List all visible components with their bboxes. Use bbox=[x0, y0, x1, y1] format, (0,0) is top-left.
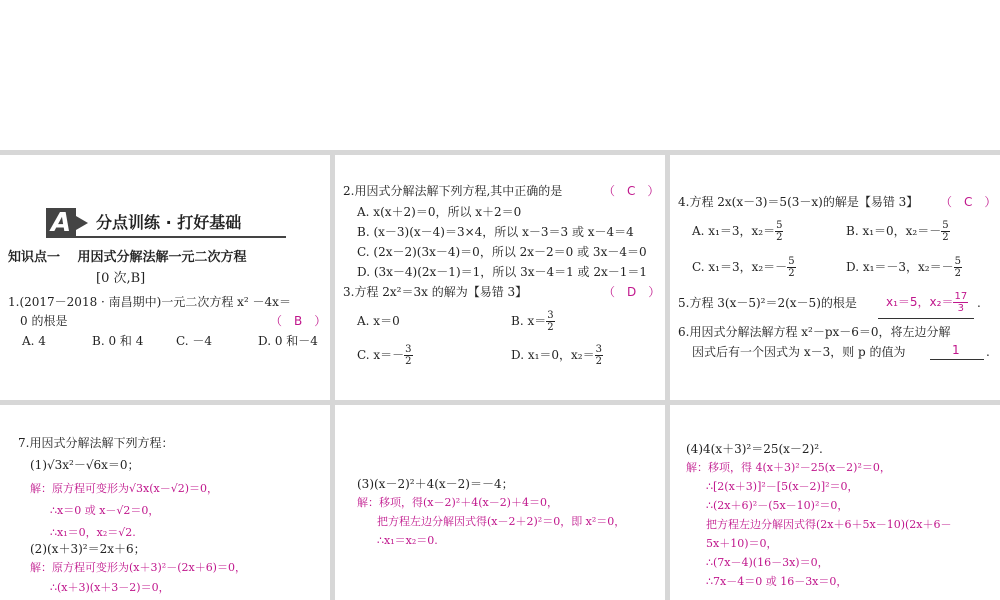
section-arrow-icon bbox=[76, 216, 88, 230]
q6-period: . bbox=[986, 345, 990, 359]
q3-stem: 3.方程 2x²＝3x 的解为【易错 3】 bbox=[343, 285, 528, 299]
q2-option-b: B. (x－3)(x－4)＝3×4，所以 x－3＝3 或 x－4＝4 bbox=[357, 225, 634, 239]
q3-option-c bbox=[357, 341, 413, 369]
q7-part3-step1: 解：移项，得(x－2)²＋4(x－2)＋4＝0， bbox=[357, 496, 558, 509]
q5-answer bbox=[886, 288, 968, 316]
q7-part1: (1)√3x²－√6x＝0； bbox=[30, 458, 140, 472]
q3-option-b-text: B. x＝ bbox=[511, 314, 547, 328]
q7-part2-step1: 解：原方程可变形为(x＋3)²－(2x＋6)＝0， bbox=[30, 561, 246, 574]
q1-answer: （ B ） bbox=[270, 314, 327, 328]
q4-stem: 4.方程 2x(x－3)＝5(3－x)的解是【易错 3】 bbox=[678, 195, 919, 209]
q2-option-c: C. (2x－2)(3x－4)＝0，所以 2x－2＝0 或 3x－4＝0 bbox=[357, 245, 647, 259]
q3-option-b-fraction bbox=[546, 310, 554, 333]
q7-part3-step3: ∴x₁＝x₂＝0. bbox=[377, 534, 438, 547]
q4-option-a-fraction bbox=[775, 220, 783, 243]
fraction-numerator: 17 bbox=[954, 291, 968, 302]
q6-stem-line2: 因式后有一个因式为 x－3，则 p 的值为 bbox=[692, 345, 906, 359]
q4-option-d bbox=[846, 253, 962, 281]
q6-stem-line1: 6.用因式分解法解方程 x²－px－6＝0，将左边分解 bbox=[678, 325, 951, 339]
fraction-denominator: 2 bbox=[547, 322, 554, 333]
q1-option-b: B. 0 和 4 bbox=[92, 334, 144, 348]
panel-q4-q6 bbox=[670, 155, 1000, 400]
q7-part4: (4)4(x＋3)²＝25(x－2)². bbox=[686, 442, 823, 456]
q5-answer-text: x₁＝5，x₂＝ bbox=[886, 295, 954, 309]
q4-answer: （ C ） bbox=[940, 195, 997, 209]
q7-part4-step7: ∴7x－4＝0 或 16－3x＝0， bbox=[706, 575, 848, 588]
fraction-denominator: 2 bbox=[788, 268, 795, 279]
q3-option-c-fraction bbox=[404, 344, 412, 367]
q4-option-c bbox=[692, 253, 796, 281]
q3-option-d bbox=[511, 341, 603, 369]
q7-part3-step2: 把方程左边分解因式得(x－2＋2)²＝0，即 x²＝0， bbox=[377, 515, 626, 528]
q7-part1-step1: 解：原方程可变形为√3x(x－√2)＝0， bbox=[30, 482, 219, 495]
q2-answer: （ C ） bbox=[603, 184, 660, 198]
q7-part1-step2: ∴x＝0 或 x－√2＝0， bbox=[50, 504, 160, 517]
q4-option-b bbox=[846, 217, 950, 245]
q7-part4-step2: ∴[2(x＋3)]²－[5(x－2)]²＝0， bbox=[706, 480, 859, 493]
q4-option-d-text: D. x₁＝－3，x₂＝－ bbox=[846, 260, 954, 274]
fraction-numerator: 5 bbox=[954, 256, 961, 267]
q4-option-c-fraction bbox=[787, 256, 795, 279]
q1-option-d: D. 0 和－4 bbox=[258, 334, 318, 348]
q7-part4-step6: ∴(7x－4)(16－3x)＝0， bbox=[706, 556, 829, 569]
top-blank-area bbox=[0, 0, 1000, 150]
fraction-numerator: 3 bbox=[405, 344, 412, 355]
q3-option-a: A. x＝0 bbox=[357, 314, 400, 328]
q4-option-a-text: A. x₁＝3，x₂＝ bbox=[692, 224, 776, 238]
q5-answer-blank bbox=[878, 318, 974, 319]
fraction-denominator: 3 bbox=[957, 303, 965, 314]
section-header bbox=[46, 208, 286, 238]
panel-q1 bbox=[0, 155, 330, 400]
q7-part4-step5: 5x＋10)＝0， bbox=[706, 537, 778, 550]
panel-q7-part1-2 bbox=[0, 405, 330, 600]
fraction-numerator: 5 bbox=[788, 256, 795, 267]
panel-q7-part3 bbox=[335, 405, 665, 600]
q1-option-c: C. －4 bbox=[176, 334, 213, 348]
q4-option-c-text: C. x₁＝3，x₂＝－ bbox=[692, 260, 788, 274]
q3-option-c-text: C. x＝－ bbox=[357, 348, 405, 362]
q4-option-a bbox=[692, 217, 783, 245]
q4-option-d-fraction bbox=[954, 256, 962, 279]
q4-option-b-fraction bbox=[941, 220, 949, 243]
fraction-denominator: 2 bbox=[595, 356, 602, 367]
section-letter-badge: A bbox=[46, 208, 76, 238]
fraction-denominator: 2 bbox=[942, 232, 949, 243]
section-title: 分点训练 · 打好基础 bbox=[96, 213, 242, 232]
q5-period: . bbox=[977, 296, 981, 310]
q7-part3: (3)(x－2)²＋4(x－2)＝－4； bbox=[357, 477, 514, 491]
section-underline bbox=[76, 236, 286, 238]
q4-option-b-text: B. x₁＝0，x₂＝－ bbox=[846, 224, 942, 238]
fraction-denominator: 2 bbox=[776, 232, 783, 243]
panel-q7-part4 bbox=[670, 405, 1000, 600]
q3-answer: （ D ） bbox=[603, 285, 661, 299]
fraction-numerator: 5 bbox=[942, 220, 949, 231]
topic-subtitle: [0 次,B] bbox=[96, 271, 146, 286]
q7-stem: 7.用因式分解法解下列方程： bbox=[18, 436, 174, 450]
q7-part2: (2)(x＋3)²＝2x＋6； bbox=[30, 542, 146, 556]
q2-option-d: D. (3x－4)(2x－1)＝1，所以 3x－4＝1 或 2x－1＝1 bbox=[357, 265, 648, 279]
q2-option-a: A. x(x＋2)＝0，所以 x＋2＝0 bbox=[357, 205, 522, 219]
q6-answer-blank bbox=[930, 359, 984, 360]
q7-part4-step3: ∴(2x＋6)²－(5x－10)²＝0， bbox=[706, 499, 849, 512]
q3-option-b bbox=[511, 307, 555, 335]
q7-part4-step4: 把方程左边分解因式得(2x＋6＋5x－10)(2x＋6－ bbox=[706, 518, 952, 531]
q2-stem: 2.用因式分解法解下列方程,其中正确的是 bbox=[343, 184, 563, 198]
q7-part2-step2: ∴(x＋3)(x＋3－2)＝0， bbox=[50, 581, 170, 594]
q7-part1-step3: ∴x₁＝0，x₂＝√2. bbox=[50, 526, 136, 539]
q3-option-d-fraction bbox=[595, 344, 603, 367]
q5-stem: 5.方程 3(x－5)²＝2(x－5)的根是 bbox=[678, 296, 857, 310]
fraction-numerator: 5 bbox=[776, 220, 783, 231]
q3-option-d-text: D. x₁＝0，x₂＝ bbox=[511, 348, 595, 362]
fraction-numerator: 3 bbox=[595, 344, 602, 355]
panel-q2-q3 bbox=[335, 155, 665, 400]
q1-stem-line1: 1.(2017－2018 · 南昌期中)一元二次方程 x² －4x＝ bbox=[8, 295, 291, 309]
fraction-numerator: 3 bbox=[547, 310, 554, 321]
q6-answer: 1 bbox=[952, 343, 960, 357]
fraction-denominator: 2 bbox=[405, 356, 412, 367]
fraction-denominator: 2 bbox=[954, 268, 961, 279]
q1-option-a: A. 4 bbox=[22, 334, 46, 348]
topic-title: 知识点一 用因式分解法解一元二次方程 bbox=[8, 250, 247, 265]
q1-stem-line2: 0 的根是 bbox=[20, 314, 68, 328]
q7-part4-step1: 解：移项，得 4(x＋3)²－25(x－2)²＝0， bbox=[686, 461, 891, 474]
q5-answer-fraction bbox=[953, 291, 968, 314]
